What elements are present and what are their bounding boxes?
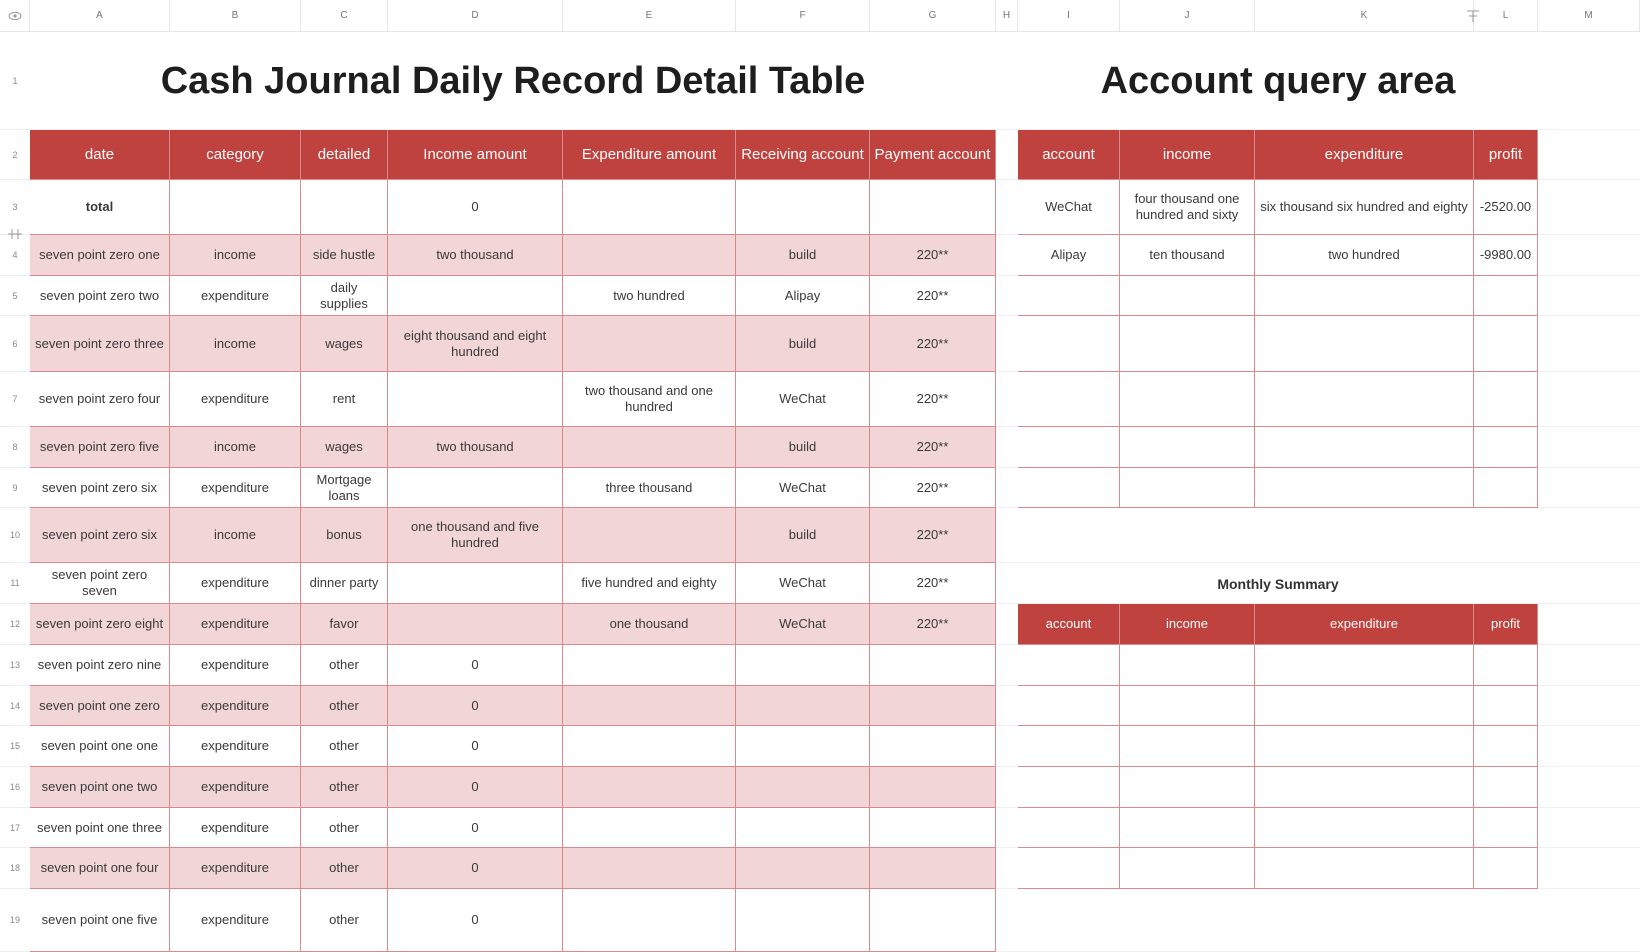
monthly-summary-cell[interactable] [1255,808,1474,848]
journal-cell[interactable] [736,645,870,686]
column-header-j[interactable]: J [1120,0,1255,32]
monthly-summary-cell[interactable] [1474,645,1538,686]
account-query-cell[interactable] [1018,427,1120,468]
journal-cell[interactable] [736,726,870,767]
journal-cell[interactable]: 0 [388,767,563,808]
journal-cell[interactable]: 0 [388,808,563,848]
row-header-6[interactable]: 6 [0,316,30,372]
account-query-cell[interactable] [1120,276,1255,316]
journal-cell[interactable] [388,563,563,604]
journal-header-0[interactable]: date [30,130,170,180]
row-header-3[interactable]: 3 [0,180,30,235]
journal-cell[interactable]: five hundred and eighty [563,563,736,604]
account-query-cell[interactable] [1474,468,1538,508]
journal-cell[interactable]: seven point one four [30,848,170,889]
journal-cell[interactable]: WeChat [736,604,870,645]
journal-cell[interactable]: expenditure [170,767,301,808]
account-query-cell[interactable] [1474,372,1538,427]
account-query-cell[interactable] [1474,427,1538,468]
journal-cell[interactable] [563,848,736,889]
monthly-summary-cell[interactable] [1018,726,1120,767]
journal-total-cell[interactable] [563,180,736,235]
row-header-8[interactable]: 8 [0,427,30,468]
journal-cell[interactable]: expenditure [170,645,301,686]
monthly-summary-cell[interactable] [1474,848,1538,889]
account-query-cell[interactable]: ten thousand [1120,235,1255,276]
journal-cell[interactable] [563,767,736,808]
account-query-cell[interactable] [1255,468,1474,508]
account-query-cell[interactable]: four thousand one hundred and sixty [1120,180,1255,235]
journal-cell[interactable]: other [301,686,388,726]
journal-cell[interactable]: expenditure [170,563,301,604]
journal-cell[interactable] [563,427,736,468]
row-header-5[interactable]: 5 [0,276,30,316]
journal-header-5[interactable]: Receiving account [736,130,870,180]
journal-cell[interactable] [870,889,996,952]
journal-cell[interactable]: favor [301,604,388,645]
monthly-summary-cell[interactable] [1474,767,1538,808]
journal-cell[interactable]: build [736,427,870,468]
journal-cell[interactable]: seven point zero six [30,468,170,508]
journal-cell[interactable]: bonus [301,508,388,563]
journal-total-cell[interactable] [301,180,388,235]
journal-cell[interactable] [388,372,563,427]
journal-cell[interactable]: seven point zero eight [30,604,170,645]
account-query-header-1[interactable]: income [1120,130,1255,180]
journal-cell[interactable]: rent [301,372,388,427]
journal-cell[interactable]: expenditure [170,468,301,508]
monthly-summary-cell[interactable] [1474,808,1538,848]
journal-cell[interactable]: 0 [388,686,563,726]
monthly-summary-cell[interactable] [1018,848,1120,889]
journal-cell[interactable]: income [170,427,301,468]
journal-cell[interactable] [563,808,736,848]
journal-cell[interactable]: one thousand [563,604,736,645]
journal-cell[interactable]: wages [301,427,388,468]
journal-cell[interactable] [388,468,563,508]
account-query-cell[interactable] [1255,316,1474,372]
row-header-19[interactable]: 19 [0,889,30,952]
journal-cell[interactable]: seven point zero two [30,276,170,316]
monthly-summary-cell[interactable] [1120,645,1255,686]
journal-cell[interactable] [563,316,736,372]
journal-cell[interactable]: seven point one five [30,889,170,952]
column-header-l[interactable]: L [1474,0,1538,32]
journal-cell[interactable] [870,848,996,889]
journal-cell[interactable]: seven point zero four [30,372,170,427]
journal-cell[interactable]: seven point one three [30,808,170,848]
row-header-2[interactable]: 2 [0,130,30,180]
monthly-summary-cell[interactable] [1120,726,1255,767]
journal-header-3[interactable]: Income amount [388,130,563,180]
row-header-12[interactable]: 12 [0,604,30,645]
journal-cell[interactable]: income [170,316,301,372]
column-header-c[interactable]: C [301,0,388,32]
account-query-cell[interactable] [1120,372,1255,427]
column-header-f[interactable]: F [736,0,870,32]
journal-cell[interactable] [736,686,870,726]
account-query-cell[interactable] [1018,276,1120,316]
journal-cell[interactable]: Alipay [736,276,870,316]
monthly-summary-cell[interactable] [1474,686,1538,726]
column-header-b[interactable]: B [170,0,301,32]
account-query-cell[interactable]: WeChat [1018,180,1120,235]
row-header-7[interactable]: 7 [0,372,30,427]
journal-cell[interactable]: seven point zero one [30,235,170,276]
journal-cell[interactable]: 220** [870,508,996,563]
column-header-e[interactable]: E [563,0,736,32]
row-header-9[interactable]: 9 [0,468,30,508]
journal-cell[interactable] [563,235,736,276]
journal-cell[interactable]: two thousand [388,427,563,468]
journal-header-4[interactable]: Expenditure amount [563,130,736,180]
eye-icon[interactable] [0,0,30,32]
journal-cell[interactable]: WeChat [736,468,870,508]
account-query-cell[interactable]: -9980.00 [1474,235,1538,276]
journal-cell[interactable]: one thousand and five hundred [388,508,563,563]
row-header-15[interactable]: 15 [0,726,30,767]
row-header-17[interactable]: 17 [0,808,30,848]
journal-cell[interactable]: build [736,235,870,276]
journal-cell[interactable] [388,604,563,645]
journal-cell[interactable]: 0 [388,726,563,767]
journal-cell[interactable]: 0 [388,645,563,686]
journal-cell[interactable] [563,726,736,767]
monthly-summary-header-1[interactable]: income [1120,604,1255,645]
journal-cell[interactable]: seven point zero three [30,316,170,372]
monthly-summary-cell[interactable] [1255,645,1474,686]
account-query-header-0[interactable]: account [1018,130,1120,180]
account-query-cell[interactable] [1120,427,1255,468]
journal-cell[interactable]: expenditure [170,276,301,316]
account-query-cell[interactable] [1120,316,1255,372]
account-query-cell[interactable] [1255,427,1474,468]
journal-cell[interactable]: 220** [870,316,996,372]
column-header-h[interactable]: H [996,0,1018,32]
journal-cell[interactable]: expenditure [170,848,301,889]
journal-cell[interactable]: 0 [388,848,563,889]
journal-cell[interactable]: other [301,848,388,889]
account-query-cell[interactable]: -2520.00 [1474,180,1538,235]
journal-title: Cash Journal Daily Record Detail Table [160,59,866,102]
journal-cell[interactable]: three thousand [563,468,736,508]
account-query-cell[interactable] [1018,468,1120,508]
journal-cell[interactable] [736,808,870,848]
journal-total-cell[interactable] [736,180,870,235]
column-header-i[interactable]: I [1018,0,1120,32]
journal-cell[interactable]: seven point zero nine [30,645,170,686]
journal-cell[interactable]: wages [301,316,388,372]
monthly-summary-cell[interactable] [1255,686,1474,726]
monthly-summary-cell[interactable] [1474,726,1538,767]
journal-cell[interactable]: two hundred [563,276,736,316]
journal-cell[interactable] [870,726,996,767]
account-query-cell[interactable] [1120,468,1255,508]
account-query-cell[interactable]: Alipay [1018,235,1120,276]
journal-cell[interactable]: expenditure [170,686,301,726]
column-split-icon[interactable] [6,227,24,239]
journal-total-cell[interactable]: total [30,180,170,235]
journal-cell[interactable]: other [301,726,388,767]
journal-total-cell[interactable] [170,180,301,235]
journal-cell[interactable]: expenditure [170,889,301,952]
journal-header-2[interactable]: detailed [301,130,388,180]
account-query-cell[interactable] [1255,372,1474,427]
row-header-1[interactable]: 1 [0,32,30,130]
journal-cell[interactable] [870,645,996,686]
journal-cell[interactable]: side hustle [301,235,388,276]
account-query-header-2[interactable]: expenditure [1255,130,1474,180]
journal-cell[interactable]: seven point zero six [30,508,170,563]
journal-cell[interactable]: 220** [870,276,996,316]
account-query-header-3[interactable]: profit [1474,130,1538,180]
journal-cell[interactable] [736,767,870,808]
row-header-14[interactable]: 14 [0,686,30,726]
monthly-summary-cell[interactable] [1120,767,1255,808]
account-query-title: Account query area [1100,59,1456,102]
column-header-m[interactable]: M [1538,0,1640,32]
monthly-summary-cell[interactable] [1120,808,1255,848]
journal-cell[interactable]: other [301,889,388,952]
journal-cell[interactable]: seven point zero seven [30,563,170,604]
journal-cell[interactable]: WeChat [736,563,870,604]
journal-cell[interactable]: expenditure [170,372,301,427]
journal-cell[interactable]: daily supplies [301,276,388,316]
monthly-summary-cell[interactable] [1120,848,1255,889]
journal-cell[interactable]: other [301,767,388,808]
journal-cell[interactable]: two thousand and one hundred [563,372,736,427]
journal-cell[interactable]: Mortgage loans [301,468,388,508]
monthly-summary-cell[interactable] [1255,767,1474,808]
row-header-13[interactable]: 13 [0,645,30,686]
journal-cell[interactable] [870,686,996,726]
row-header-10[interactable]: 10 [0,508,30,563]
journal-cell[interactable]: 220** [870,604,996,645]
journal-cell[interactable]: 220** [870,427,996,468]
row-header-18[interactable]: 18 [0,848,30,889]
monthly-summary-cell[interactable] [1018,808,1120,848]
journal-cell[interactable]: expenditure [170,604,301,645]
journal-header-1[interactable]: category [170,130,301,180]
account-query-cell[interactable]: two hundred [1255,235,1474,276]
row-header-16[interactable]: 16 [0,767,30,808]
row-header-4[interactable]: 4 [0,235,30,276]
monthly-summary-header-3[interactable]: profit [1474,604,1538,645]
journal-cell[interactable]: seven point one two [30,767,170,808]
journal-cell[interactable] [736,889,870,952]
journal-cell[interactable]: dinner party [301,563,388,604]
journal-total-cell[interactable] [870,180,996,235]
journal-cell[interactable] [736,848,870,889]
journal-cell[interactable]: 220** [870,372,996,427]
journal-cell[interactable]: seven point one one [30,726,170,767]
journal-cell[interactable] [563,686,736,726]
journal-cell[interactable] [870,808,996,848]
row-header-11[interactable]: 11 [0,563,30,604]
journal-cell[interactable]: build [736,316,870,372]
journal-cell[interactable]: expenditure [170,808,301,848]
journal-cell[interactable]: seven point zero five [30,427,170,468]
account-query-cell[interactable] [1255,276,1474,316]
journal-cell[interactable] [563,889,736,952]
column-header-g[interactable]: G [870,0,996,32]
monthly-summary-header-0[interactable]: account [1018,604,1120,645]
column-header-a[interactable]: A [30,0,170,32]
account-query-cell[interactable] [1474,316,1538,372]
monthly-summary-cell[interactable] [1120,686,1255,726]
column-header-k[interactable]: K [1255,0,1474,32]
account-query-cell[interactable]: six thousand six hundred and eighty [1255,180,1474,235]
journal-cell[interactable] [870,767,996,808]
account-query-cell[interactable] [1018,372,1120,427]
monthly-summary-cell[interactable] [1255,848,1474,889]
journal-cell[interactable]: 220** [870,468,996,508]
monthly-summary-cell[interactable] [1018,767,1120,808]
journal-cell[interactable]: income [170,508,301,563]
journal-cell[interactable]: eight thousand and eight hundred [388,316,563,372]
account-query-cell[interactable] [1018,316,1120,372]
journal-cell[interactable]: 0 [388,889,563,952]
journal-cell[interactable]: two thousand [388,235,563,276]
journal-cell[interactable]: WeChat [736,372,870,427]
journal-cell[interactable] [388,276,563,316]
monthly-summary-cell[interactable] [1255,726,1474,767]
column-header-d[interactable]: D [388,0,563,32]
journal-cell[interactable]: other [301,645,388,686]
journal-cell[interactable] [563,645,736,686]
journal-cell[interactable]: other [301,808,388,848]
freeze-pane-icon[interactable] [1466,8,1480,24]
journal-cell[interactable]: 220** [870,235,996,276]
journal-cell[interactable] [563,508,736,563]
monthly-summary-cell[interactable] [1018,686,1120,726]
journal-cell[interactable]: build [736,508,870,563]
journal-total-cell[interactable]: 0 [388,180,563,235]
journal-cell[interactable]: income [170,235,301,276]
journal-header-6[interactable]: Payment account [870,130,996,180]
journal-cell[interactable]: seven point one zero [30,686,170,726]
journal-cell[interactable]: 220** [870,563,996,604]
monthly-summary-title: Monthly Summary [1217,575,1339,592]
account-query-cell[interactable] [1474,276,1538,316]
journal-cell[interactable]: expenditure [170,726,301,767]
monthly-summary-header-2[interactable]: expenditure [1255,604,1474,645]
monthly-summary-cell[interactable] [1018,645,1120,686]
